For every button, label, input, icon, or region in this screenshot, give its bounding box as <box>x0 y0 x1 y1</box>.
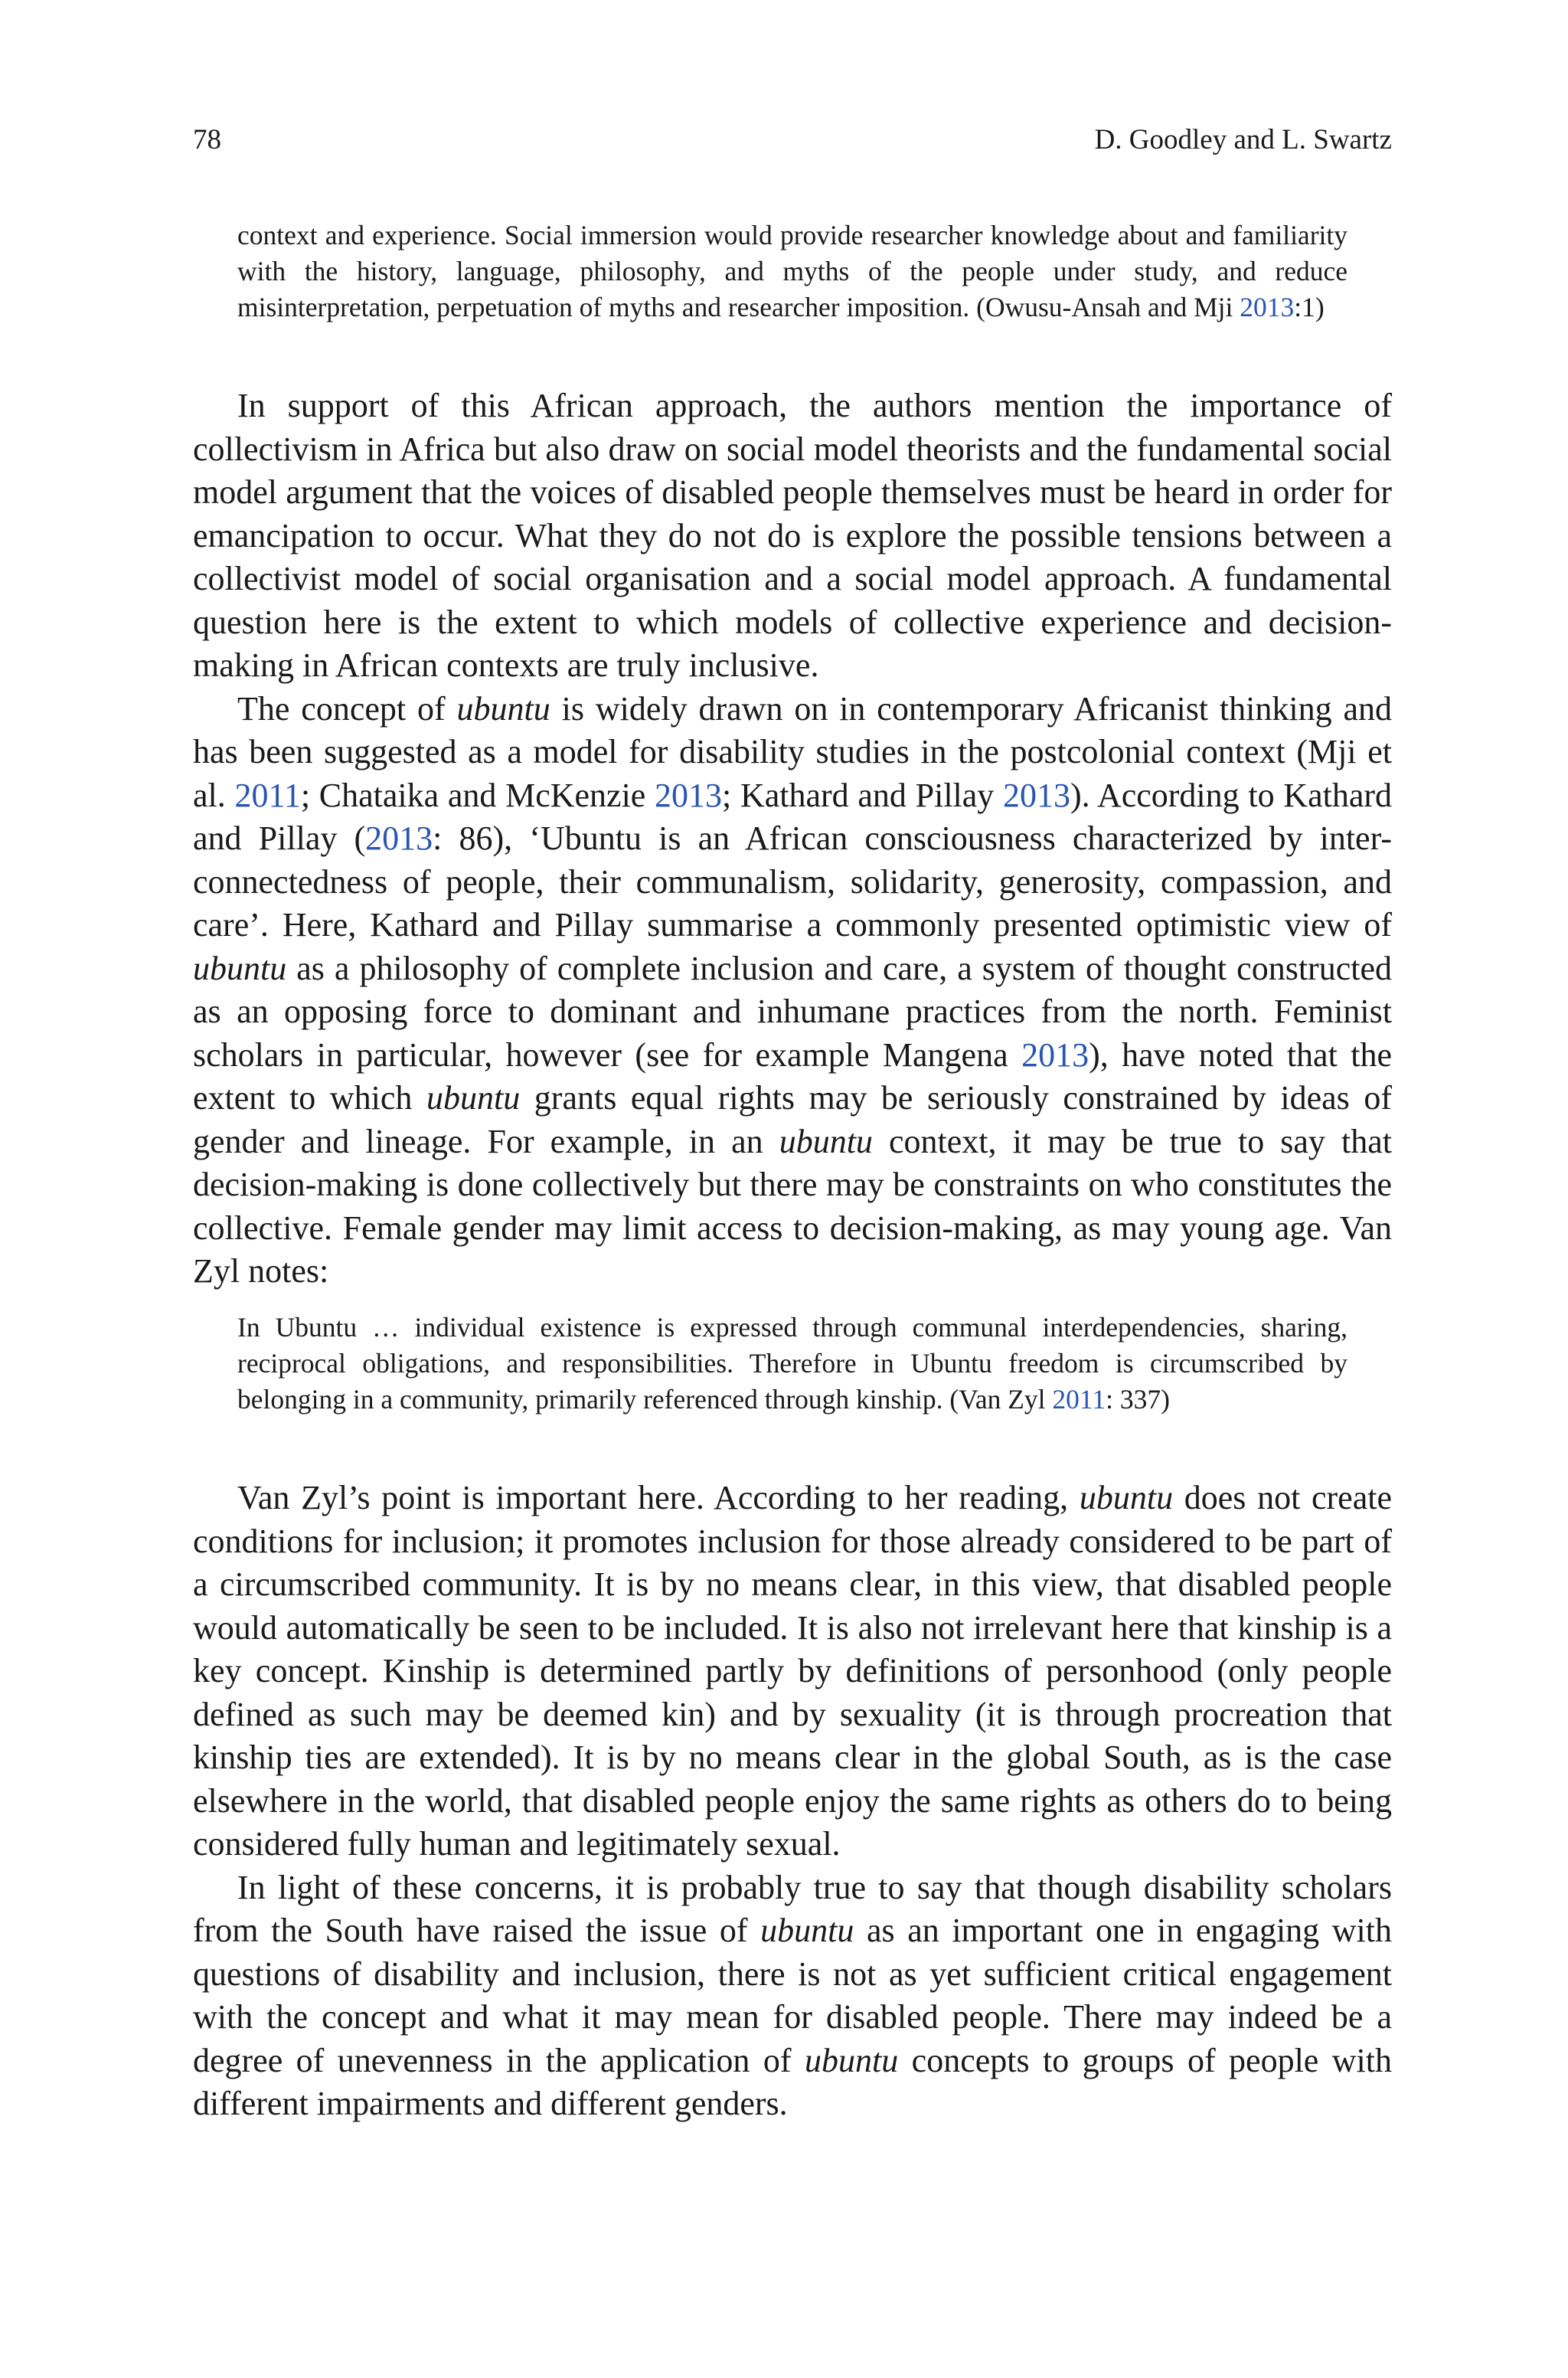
ubuntu-term: ubuntu <box>760 1912 854 1949</box>
block-quote-owusu-ansah <box>237 218 1348 325</box>
ubuntu-term: ubuntu <box>804 2041 899 2079</box>
paragraph-van-zyl-point <box>193 1477 1392 1866</box>
running-head <box>193 121 1392 159</box>
citation-link-kathard-2013-b[interactable]: 2013 <box>365 819 433 857</box>
ubuntu-term: ubuntu <box>1079 1479 1174 1516</box>
paragraph-text: ). According to Kathard and Pillay ( <box>193 776 1393 857</box>
paragraph-text: context, it may be true to say that decision-making is done collectively but there may be constraints on who constitutes the collective. Female gender may limit access to decision-making, as may young age. Van Zyl notes: <box>193 1122 1392 1290</box>
paragraph-text: Van Zyl’s point is important here. According to her reading, <box>237 1479 1080 1516</box>
paragraph-text: as an important one in engaging with questions of disability and inclusion, there is not as yet sufficient critical engagement with the concept and what it may mean for disabled people. There may indeed be a degree of unevenness in the application of <box>193 1912 1392 2079</box>
ubuntu-term: ubuntu <box>426 1079 521 1117</box>
paragraph-text: ), have noted that the extent to which <box>193 1035 1392 1117</box>
running-head-authors: D. Goodley and L. Swartz <box>1094 124 1392 155</box>
body-text-upper <box>193 384 1392 1294</box>
paragraph-text: concepts to groups of people with different impairments and different genders. <box>193 2041 1392 2122</box>
paragraph-ubuntu-concept <box>193 688 1392 1294</box>
citation-link-2013[interactable]: 2013 <box>1240 291 1295 322</box>
body-text-lower <box>193 1477 1392 2126</box>
paragraph-text: grants equal rights may be seriously constrained by ideas of gender and lineage. For example, in an <box>193 1079 1392 1160</box>
paragraph-text: ; Chataika and McKenzie <box>300 776 655 814</box>
ubuntu-term: ubuntu <box>456 689 550 728</box>
paragraph-text: as a philosophy of complete inclusion and care, a system of thought constructed as an opposing force to dominant and inhumane practices from the north. Feminist scholars in particular, however (see for example Mangena <box>193 949 1392 1074</box>
paragraph-text: In light of these concerns, it is probably true to say that though disability scholars from the South have raised the issue of <box>193 1868 1392 1949</box>
citation-link-van-zyl-2011[interactable]: 2011 <box>1052 1383 1106 1415</box>
block-quote-van-zyl <box>237 1310 1348 1417</box>
citation-link-chataika-2013[interactable]: 2013 <box>655 776 723 814</box>
paragraph-text: ; Kathard and Pillay <box>722 776 1004 814</box>
paragraph-african-approach: In support of this African approach, the authors mention the importance of collectivism in Africa but also draw on social model theorists and the fundamental social model argument that the voices of disabled people themselves must be heard in order for emancipation to occur. What they do not do is explore the possible tensions between a collectivist model of social organisation and a social model approach. A fundamental question here is the extent to which models of collective experience and decision-making in African contexts are truly inclusive. <box>193 387 1392 684</box>
citation-link-mangena-2013[interactable]: 2013 <box>1021 1035 1089 1074</box>
paragraph-text: is widely drawn on in contemporary Africanist thinking and has been suggested as a model for disability studies in the postcolonial context (Mji et al. <box>193 689 1392 814</box>
ubuntu-term: ubuntu <box>193 949 287 987</box>
quote-text: context and experience. Social immersion would provide researcher knowledge about and familiarity with the history, language, philosophy, and myths of the people under study, and reduce misinterpretation, perpetuation of myths and researcher imposition. (Owusu-Ansah and Mji <box>237 220 1348 322</box>
ubuntu-term: ubuntu <box>779 1122 873 1160</box>
paragraph-concerns <box>193 1866 1392 2126</box>
page-number: 78 <box>193 124 221 155</box>
paragraph-text: The concept of <box>237 689 457 728</box>
citation-link-mji-2011[interactable]: 2011 <box>234 776 301 814</box>
quote-text-end: : 337) <box>1106 1383 1170 1415</box>
paragraph-text: : 86), ‘Ubuntu is an African consciousness characterized by inter-connectedness of people, their communalism, solidarity, generosity, compassion, and care’. Here, Kathard and Pillay summarise a commonly presented optimistic view of <box>193 819 1392 944</box>
citation-link-kathard-2013[interactable]: 2013 <box>1003 776 1071 814</box>
quote-text-end: :1) <box>1294 291 1325 322</box>
paragraph-text: does not create conditions for inclusion; it promotes inclusion for those already considered to be part of a circumscribed community. It is by no means clear, in this view, that disabled people would automatically be seen to be included. It is also not irrelevant here that kinship is a key concept. Kinship is determined partly by definitions of personhood (only people defined as such may be deemed kin) and by sexuality (it is through procreation that kinship ties are extended). It is by no means clear in the global South, as is the case elsewhere in the world, that disabled people enjoy the same rights as others do to being considered fully human and legitimately sexual. <box>193 1479 1392 1863</box>
quote-text: In Ubuntu … individual existence is expressed through communal interdependencies, sharing, reciprocal obligations, and responsibilities. Therefore in Ubuntu freedom is circumscribed by belonging in a community, primarily referenced through kinship. (Van Zyl <box>237 1312 1348 1415</box>
